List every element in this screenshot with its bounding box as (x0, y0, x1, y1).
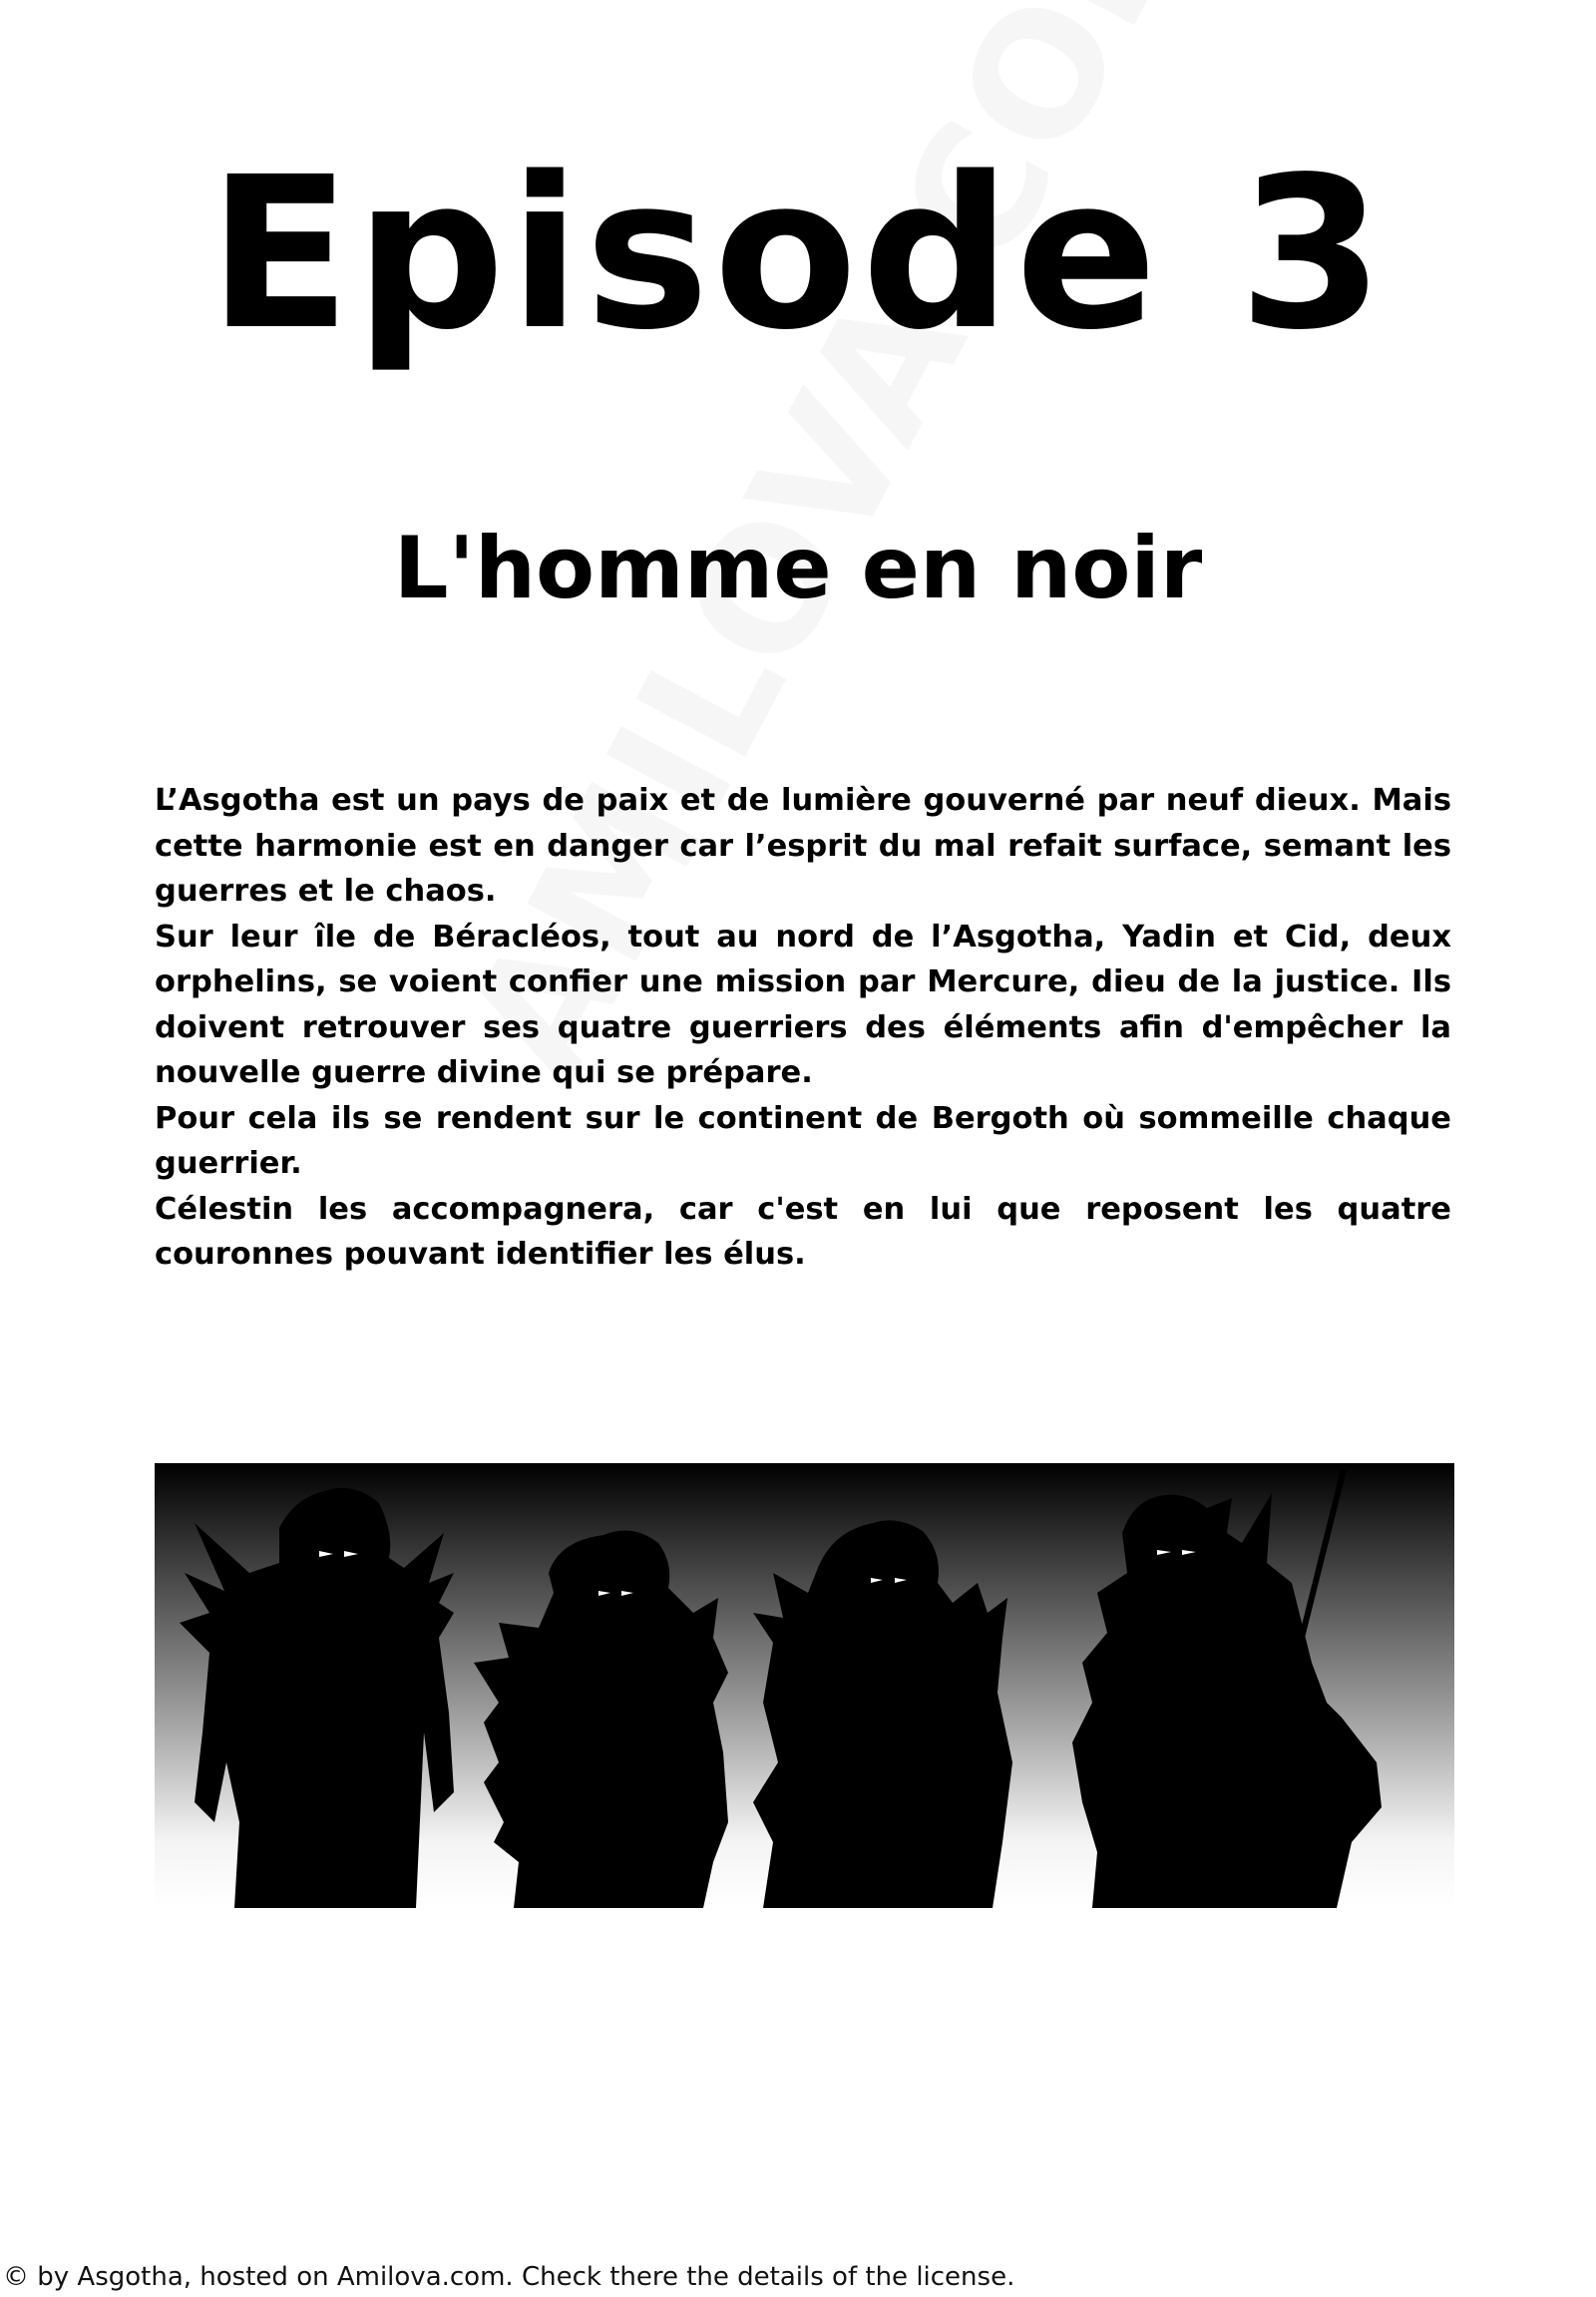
synopsis (155, 778, 1451, 1278)
silhouettes-illustration (155, 1463, 1454, 1908)
license-footer: © by Asgotha, hosted on Amilova.com. Check there the details of the license. (3, 2262, 1015, 2292)
synopsis-paragraph: Sur leur île de Béracléos, tout au nord de l’Asgotha, Yadin et Cid, deux orphelins, se voient confier une mission par Mercure, dieu de la justice. Ils doivent retrouver ses quatre guerriers des éléments afin d'empêcher la nouvelle guerre divine qui se prépare. (155, 919, 1451, 1090)
episode-subtitle: L'homme en noir (393, 519, 1203, 618)
synopsis-paragraph: L’Asgotha est un pays de paix et de lumière gouverné par neuf dieux. Mais cette harmonie est en danger car l’esprit du mal refait surface, semant les guerres et le chaos. (155, 783, 1451, 909)
episode-title: Episode 3 (207, 132, 1389, 376)
synopsis-paragraph: Pour cela ils se rendent sur le continent de Bergoth où sommeille chaque guerrier. (155, 1100, 1451, 1181)
synopsis-paragraph: Célestin les accompagnera, car c'est en lui que reposent les quatre couronnes pouvant identifier les élus. (155, 1191, 1451, 1272)
